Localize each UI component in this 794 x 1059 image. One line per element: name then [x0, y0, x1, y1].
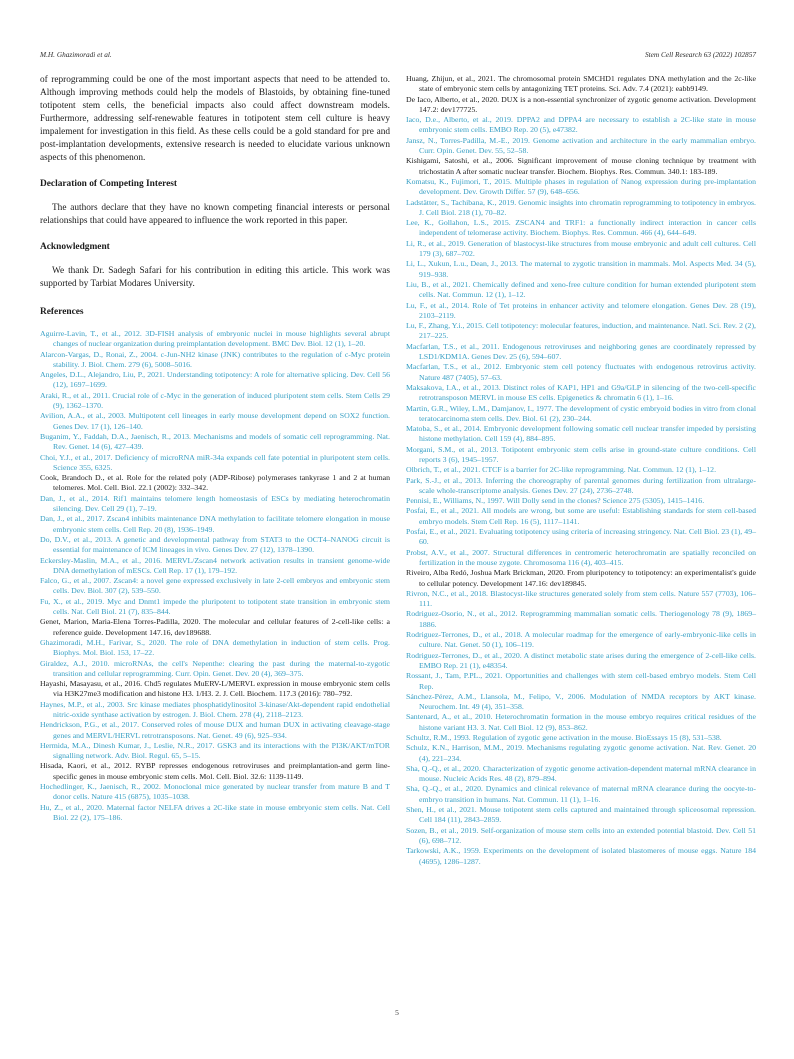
reference-entry[interactable]: Araki, R., et al., 2011. Crucial role of c-Myc in the generation of induced pluripotent stem cells. Stem Cells 29 (9), 1362–1370.: [40, 390, 390, 411]
reference-entry[interactable]: Sánchez-Pérez, A.M., Llansola, M., Felipo, V., 2006. Modulation of NMDA receptors by AKT kinase. Neurochem. Int. 49 (4), 351–358.: [406, 691, 756, 712]
reference-entry[interactable]: Rossant, J., Tam, P.PL., 2021. Opportunities and challenges with stem cell-based embryo models. Stem Cell Rep.: [406, 671, 756, 691]
reference-entry[interactable]: Posfai, E., et al., 2021. All models are wrong, but some are useful: Establishing standards for stem cell-based embryo models. Stem Cell Rep. 16 (5), 1117–1141.: [406, 506, 756, 526]
reference-entry: Genet, Marion, Maria-Elena Torres-Padilla, 2020. The molecular and cellular features of 2-cell-like cells: a reference guide. Development 147.16, dev189688.: [40, 617, 390, 637]
reference-entry[interactable]: Hendrickson, P.G., et al., 2017. Conserved roles of mouse DUX and human DUX in activating cleavage-stage genes and MERVL/HERVL retrotransposons. Nat. Genet. 49 (6), 925–934.: [40, 720, 390, 740]
acknowledgment-heading: Acknowledgment: [40, 242, 110, 252]
reference-entry[interactable]: Fu, X., et al., 2019. Myc and Dnmt1 impede the pluripotent to totipotent state transition in embryonic stem cells. Nat. Cell Biol. 21 (7), 835–844.: [40, 596, 390, 617]
reference-entry[interactable]: Macfarlan, T.S., et al., 2011. Endogenous retroviruses and neighboring genes are coordinately repressed by LSD1/KDM1A. Genes Dev. 25 (6), 594–607.: [406, 341, 756, 362]
reference-entry: Hisada, Kaori, et al., 2012. RYBP represses endogenous retroviruses and preimplantation-and germ line-specific genes in mouse embryonic stem cells. Mol. Cell. Biol. 32.6: 1139-1149.: [40, 761, 390, 781]
reference-entry[interactable]: Sozen, B., et al., 2019. Self-organization of mouse stem cells into an extended potential blastoid. Dev. Cell 51 (6), 698–712.: [406, 825, 756, 845]
reference-entry[interactable]: Jansz, N., Torres-Padilla, M.-E., 2019. Genome activation and architecture in the early mammalian embryo. Curr. Opin. Genet. Dev. 55, 52–58.: [406, 135, 756, 156]
reference-entry[interactable]: Buganim, Y., Faddah, D.A., Jaenisch, R., 2013. Mechanisms and models of somatic cell reprogramming. Nat. Rev. Genet. 14 (6), 427–439.: [40, 431, 390, 452]
reference-entry[interactable]: Ladstätter, S., Tachibana, K., 2019. Genomic insights into chromatin reprogramming to totipotency in embryos. J. Cell Biol. 218 (1), 70–82.: [406, 197, 756, 217]
reference-entry[interactable]: Shen, H., et al., 2021. Mouse totipotent stem cells captured and maintained through spliceosomal repression. Cell 184 (11), 2843–2859.: [406, 805, 756, 825]
declaration-heading: Declaration of Competing Interest: [40, 179, 178, 189]
reference-entry[interactable]: Komatsu, K., Fujimori, T., 2015. Multiple phases in regulation of Nanog expression during pre-implantation development. Dev. Growth Differ. 57 (9), 648–656.: [406, 176, 756, 197]
reference-entry[interactable]: Rodriguez-Terrones, D., et al., 2018. A molecular roadmap for the emergence of early-embryonic-like cells in culture. Nat. Genet. 50 (1), 106–119.: [406, 630, 756, 650]
reference-entry[interactable]: Schultz, R.M., 1993. Regulation of zygotic gene activation in the mouse. BioEssays 15 (8), 531–538.: [406, 733, 722, 742]
reference-entry[interactable]: Schulz, K.N., Harrison, M.M., 2019. Mechanisms regulating zygotic genome activation. Nat. Rev. Genet. 20 (4), 221–234.: [406, 743, 756, 763]
reference-entry: Riveiro, Alba Redó, Joshua Mark Brickman, 2020. From pluripotency to totipotency: an experimentalist's guide to cellular potency. Development 147.16: dev189845.: [406, 568, 756, 588]
acknowledgment-paragraph: We thank Dr. Sadegh Safari for his contribution in editing this article. This work was supported by Tarbiat Modares University.: [40, 266, 390, 289]
right-column: [406, 74, 756, 867]
page-header: [40, 50, 756, 59]
reference-entry: Hayashi, Masayasu, et al., 2016. Chd5 regulates MuERV-L/MERVL expression in mouse embryonic stem cells via H3K27me3 modification and histone H3. 1/H3. 2. J. Cell. Biochem. 117.3 (2016): 780–792.: [40, 679, 390, 699]
reference-entry[interactable]: Falco, G., et al., 2007. Zscan4: a novel gene expressed exclusively in late 2-cell embryos and embryonic stem cells. Dev. Biol. 307 (2), 539–550.: [40, 576, 390, 596]
reference-entry[interactable]: Hochedlinger, K., Jaenisch, R., 2002. Monoclonal mice generated by nuclear transfer from mature B and T donor cells. Nature 415 (6875), 1035–1038.: [40, 782, 390, 802]
reference-entry[interactable]: Maksakova, I.A., et al., 2013. Distinct roles of KAP1, HP1 and G9a/GLP in silencing of the two-cell-specific retrotransposon MERVL in mouse ES cells. Epigenetics & chromatin 6 (1), 1–16.: [406, 382, 756, 403]
reference-entry[interactable]: Lu, F., Zhang, Y.i., 2015. Cell totipotency: molecular features, induction, and maintenance. Natl. Sci. Rev. 2 (2), 217–225.: [406, 321, 756, 341]
reference-entry[interactable]: Dan, J., et al., 2017. Zscan4 inhibits maintenance DNA methylation to facilitate telomere elongation in mouse embryonic stem cells. Cell Rep. 20 (8), 1936–1949.: [40, 514, 390, 534]
reference-entry[interactable]: Park, S.-J., et al., 2013. Inferring the choreography of parental genomes during fertilization from ultralarge-scale whole-transcriptome analysis. Genes Dev. 27 (24), 2736–2748.: [406, 475, 756, 495]
journal-citation: Stem Cell Research 63 (2022) 102857: [645, 50, 756, 59]
reference-entry[interactable]: Aguirre-Lavin, T., et al., 2012. 3D-FISH analysis of embryonic nuclei in mouse highlights several abrupt changes of nuclear organization during preimplantation development. BMC Dev. Biol. 12 (1), 1–20.: [40, 329, 390, 349]
reference-entry[interactable]: Rodriguez-Terrones, D., et al., 2020. A distinct metabolic state arises during the emergence of 2-cell-like cells. EMBO Rep. 21 (1), e48354.: [406, 650, 756, 670]
reference-entry[interactable]: Morgani, S.M., et al., 2013. Totipotent embryonic stem cells arise in ground-state culture conditions. Cell reports 3 (6), 1945–1957.: [406, 444, 756, 464]
reference-entry[interactable]: Iaco, D.e., Alberto, et al., 2019. DPPA2 and DPPA4 are necessary to establish a 2C-like state in mouse embryonic stem cells. EMBO Rep. 20 (5), e47382.: [406, 115, 756, 135]
reference-entry[interactable]: Martin, G.R., Wiley, L.M., Damjanov, I., 1977. The development of cystic embryoid bodies in vitro from clonal teratocarcinoma stem cells. Dev. Biol. 61 (2), 230–244.: [406, 403, 756, 423]
reference-entry[interactable]: Olbrich, T., et al., 2021. CTCF is a barrier for 2C-like reprogramming. Nat. Commun. 12 (1), 1–12.: [406, 465, 717, 475]
references-heading: References: [40, 307, 84, 317]
reference-entry: Huang, Zhijun, et al., 2021. The chromosomal protein SMCHD1 regulates DNA methylation and the 2c-like state of embryonic stem cells by antagonizing TET proteins. Sci. Adv. 7.4 (2021): eabb9149.: [406, 74, 756, 94]
reference-entry[interactable]: Li, R., et al., 2019. Generation of blastocyst-like structures from mouse embryonic and adult cell cultures. Cell 179 (3), 687–702.: [406, 238, 756, 259]
reference-entry[interactable]: Probst, A.V., et al., 2007. Structural differences in centromeric heterochromatin are spatially reconciled on fertilization in the mouse zygote. Chromosoma 116 (4), 403–415.: [406, 547, 756, 567]
reference-entry[interactable]: Choi, Y.J., et al., 2017. Deficiency of microRNA miR-34a expands cell fate potential in pluripotent stem cells. Science 355, 6325.: [40, 452, 390, 472]
reference-entry[interactable]: Sha, Q.-Q., et al., 2020. Characterization of zygotic genome activation-dependent maternal mRNA clearance in mouse. Nucleic Acids Res. 48 (2), 879–894.: [406, 763, 756, 784]
reference-entry[interactable]: Alarcon-Vargas, D., Ronai, Z., 2004. c-Jun-NH2 kinase (JNK) contributes to the regulation of c-Myc protein stability. J. Biol. Chem. 279 (6), 5008–5016.: [40, 349, 390, 369]
reference-entry[interactable]: Rivron, N.C., et al., 2018. Blastocyst-like structures generated solely from stem cells. Nature 557 (7703), 106–111.: [406, 588, 756, 609]
page-number: 5: [395, 1008, 399, 1017]
reference-entry: Cook, Brandoch D., et al. Role for the related poly (ADP-Ribose) polymerases tankyrase 1 and 2 at human telomeres. Mol. Cell. Biol. 22.1 (2002): 332–342.: [40, 473, 390, 493]
reference-entry: De Iaco, Alberto, et al., 2020. DUX is a non-essential synchronizer of zygotic genome activation. Development 147.2: dev177725.: [406, 94, 756, 114]
two-column-layout: [40, 74, 756, 867]
reference-entry[interactable]: Posfai, E., et al., 2021. Evaluating totipotency using criteria of increasing stringency. Nat. Cell Biol. 23 (1), 49–60.: [406, 527, 756, 547]
reference-entry[interactable]: Sha, Q.-Q., et al., 2020. Dynamics and clinical relevance of maternal mRNA clearance during the oocyte-to-embryo transition in humans. Nat. Commun. 11 (1), 1–16.: [406, 784, 756, 804]
reference-entry[interactable]: Pennisi, E., Williams, N., 1997. Will Dolly send in the clones? Science 275 (5305), 1415–1416.: [406, 496, 705, 506]
reference-entry[interactable]: Li, L., Xukun, L.u., Dean, J., 2013. The maternal to zygotic transition in mammals. Mol. Aspects Med. 34 (5), 919–938.: [406, 259, 756, 279]
reference-entry[interactable]: Dan, J., et al., 2014. Rif1 maintains telomere length homeostasis of ESCs by mediating heterochromatin silencing. Dev. Cell 29 (1), 7–19.: [40, 493, 390, 514]
reference-entry: Kishigami, Satoshi, et al., 2006. Significant improvement of mouse cloning technique by treatment with trichostatin A after somatic nuclear transfer. Biochem. Biophys. Res. Commun. 340.1: 183-189.: [406, 156, 756, 176]
reference-entry[interactable]: Lu, F., et al., 2014. Role of Tet proteins in enhancer activity and telomere elongation. Genes Dev. 28 (19), 2103–2119.: [406, 300, 756, 320]
references-list-left: [40, 329, 390, 823]
left-column: [40, 74, 390, 867]
declaration-paragraph: The authors declare that they have no known competing financial interests or personal relationships that could have appeared to influence the work reported in this paper.: [40, 203, 390, 226]
reference-entry[interactable]: Hermida, M.A., Dinesh Kumar, J., Leslie, N.R., 2017. GSK3 and its interactions with the PI3K/AKT/mTOR signalling network. Adv. Biol. Regul. 65, 5–15.: [40, 740, 390, 761]
reference-entry[interactable]: Eckersley-Maslin, M.A., et al., 2016. MERVL/Zscan4 network activation results in transient genome-wide DNA demethylation of mESCs. Cell Rep. 17 (1), 179–192.: [40, 555, 390, 575]
reference-entry[interactable]: Angeles, D.L., Alejandro, Liu, P., 2021. Understanding totipotency: A role for alternative splicing. Dev. Cell 56 (12), 1697–1699.: [40, 370, 390, 390]
running-authors: M.H. Ghazimoradi et al.: [40, 50, 112, 59]
reference-entry[interactable]: Avilion, A.A., et al., 2003. Multipotent cell lineages in early mouse development depend on SOX2 function. Genes Dev. 17 (1), 126–140.: [40, 411, 390, 431]
reference-entry[interactable]: Rodriguez-Osorio, N., et al., 2012. Reprogramming mammalian somatic cells. Theriogenology 78 (9), 1869–1886.: [406, 609, 756, 629]
reference-entry[interactable]: Do, D.V., et al., 2013. A genetic and developmental pathway from STAT3 to the OCT4–NANOG circuit is essential for maintenance of ICM lineages in vivo. Genes Dev. 27 (12), 1378–1390.: [40, 534, 390, 555]
page-footer: [0, 1008, 794, 1017]
reference-entry[interactable]: Giraldez, A.J., 2010. microRNAs, the cell's Nepenthe: clearing the past during the maternal-to-zygotic transition and cellular reprogramming. Curr. Opin. Genet. Dev. 20 (4), 369–375.: [40, 658, 390, 678]
intro-paragraph: of reprogramming could be one of the most important aspects that need to be attended to. Although improving methods could help the models of Blastoids, by obtaining fine-tuned totipotent stem cells, the beneficial impacts also could affect downstream models. Furthermore, addressing self-renewable features in totipotent stem cell culture is heavy impalement for investigation in this field. As these cells could be a gold standard for pre and post-implantation developments, extensive research is needed to elucidate various unknown aspects of this phenomenon.: [40, 75, 390, 163]
reference-entry[interactable]: Matoba, S., et al., 2014. Embryonic development following somatic cell nuclear transfer impeded by persisting histone methylation. Cell 159 (4), 884–895.: [406, 424, 756, 444]
reference-entry[interactable]: Tarkowski, A.K., 1959. Experiments on the development of isolated blastomeres of mouse eggs. Nature 184 (4695), 1286–1287.: [406, 846, 756, 866]
references-list-right: [406, 74, 756, 867]
reference-entry[interactable]: Lee, K., Gollahon, L.S., 2015. ZSCAN4 and TRF1: a functionally indirect interaction in cancer cells independent of telomerase activity. Biochem. Biophys. Res. Commun. 466 (4), 644–649.: [406, 218, 756, 238]
reference-entry[interactable]: Liu, B., et al., 2021. Chemically defined and xeno-free culture condition for human extended pluripotent stem cells. Nat. Commun. 12 (1), 1–12.: [406, 279, 756, 300]
reference-entry[interactable]: Santenard, A., et al., 2010. Heterochromatin formation in the mouse embryo requires critical residues of the histone variant H3. 3. Nat. Cell Biol. 12 (9), 853–862.: [406, 712, 756, 732]
reference-entry[interactable]: Macfarlan, T.S., et al., 2012. Embryonic stem cell potency fluctuates with endogenous retrovirus activity. Nature 487 (7405), 57–63.: [406, 362, 756, 382]
reference-entry[interactable]: Ghazimoradi, M.H., Farivar, S., 2020. The role of DNA demethylation in induction of stem cells. Prog. Biophys. Mol. Biol. 153, 17–22.: [40, 637, 390, 658]
reference-entry[interactable]: Haynes, M.P., et al., 2003. Src kinase mediates phosphatidylinositol 3-kinase/Akt-dependent rapid endothelial nitric-oxide synthase activation by estrogen. J. Biol. Chem. 278 (4), 2118–2123.: [40, 699, 390, 719]
reference-entry[interactable]: Hu, Z., et al., 2020. Maternal factor NELFA drives a 2C-like state in mouse embryonic stem cells. Nat. Cell Biol. 22 (2), 175–186.: [40, 802, 390, 822]
